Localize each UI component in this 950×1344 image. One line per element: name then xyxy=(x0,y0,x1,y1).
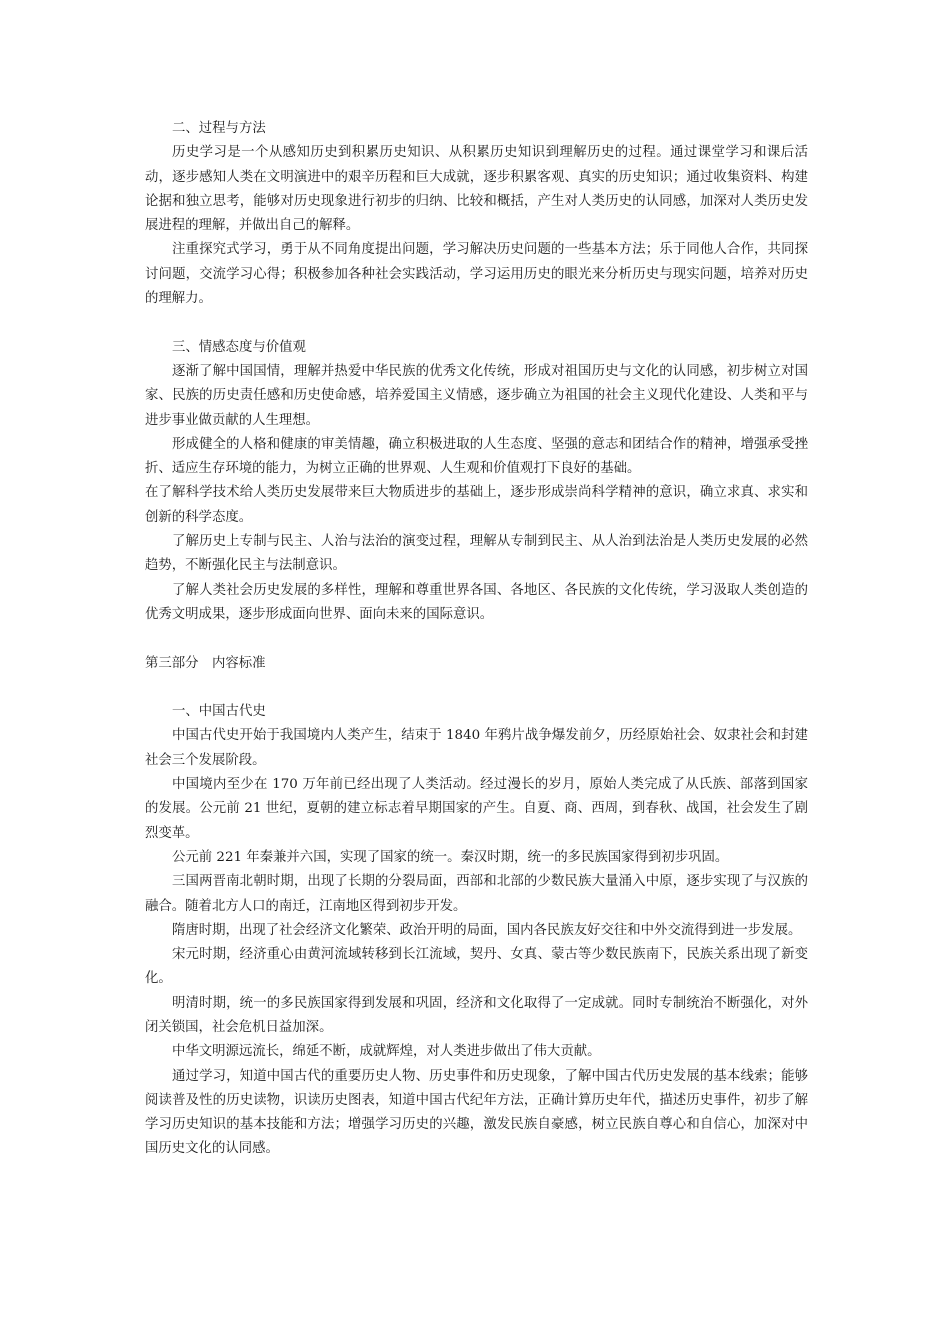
paragraph: 逐渐了解中国国情，理解并热爱中华民族的优秀文化传统，形成对祖国历史与文化的认同感，初步树立对国家、民族的历史责任感和历史使命感，培养爱国主义情感，逐步确立为祖国的社会主义现代化建设、人类和平与进步事业做贡献的人生理想。 xyxy=(145,363,808,428)
paragraph: 中国境内至少在 170 万年前已经出现了人类活动。经过漫长的岁月，原始人类完成了从氏族、部落到国家的发展。公元前 21 世纪，夏朝的建立标志着早期国家的产生。自夏、商、西周，到春秋、战国，社会发生了剧烈变革。 xyxy=(145,777,808,841)
paragraph: 公元前 221 年秦兼并六国，实现了国家的统一。秦汉时期，统一的多民族国家得到初步巩固。 xyxy=(172,849,729,865)
section-heading-process-method: 二、过程与方法 xyxy=(172,121,266,136)
paragraph: 三国两晋南北朝时期，出现了长期的分裂局面，西部和北部的少数民族大量涌入中原，逐步实现了与汉族的融合。随着北方人口的南迁，江南地区得到初步开发。 xyxy=(145,874,808,914)
paragraph: 隋唐时期，出现了社会经济文化繁荣、政治开明的局面，国内各民族友好交往和中外交流得到进一步发展。 xyxy=(172,922,802,938)
spacer xyxy=(145,311,808,335)
section-heading-ancient-china: 一、中国古代史 xyxy=(172,704,266,720)
paragraph: 历史学习是一个从感知历史到积累历史知识、从积累历史知识到理解历史的过程。通过课堂学习和课后活动，逐步感知人类在文明演进中的艰辛历程和巨大成就，逐步积累客观、真实的历史知识；通过收集资料、构建论据和独立思考，能够对历史现象进行初步的归纳、比较和概括，产生对人类历史的认同感，加深对人类历史发展进程的理解，并做出自己的解释。 xyxy=(145,145,808,234)
paragraph: 形成健全的人格和健康的审美情趣，确立积极进取的人生态度、坚强的意志和团结合作的精神，增强承受挫折、适应生存环境的能力，为树立正确的世界观、人生观和价值观打下良好的基础。 xyxy=(145,436,808,477)
spacer xyxy=(145,627,808,651)
section-heading-emotion-values: 三、情感态度与价值观 xyxy=(172,339,306,355)
paragraph: 通过学习，知道中国古代的重要历史人物、历史事件和历史现象，了解中国古代历史发展的基本线索；能够阅读普及性的历史读物，识读历史图表，知道中国古代纪年方法，正确计算历史年代，描述历史事件，初步了解学习历史知识的基本技能和方法；增强学习历史的兴趣，激发民族自豪感，树立民族自尊心和自信心，加深对中国历史文化的认同感。 xyxy=(145,1068,808,1157)
paragraph: 了解历史上专制与民主、人治与法治的演变过程，理解从专制到民主、从人治到法治是人类历史发展的必然趋势，不断强化民主与法制意识。 xyxy=(145,534,808,574)
paragraph: 注重探究式学习，勇于从不同角度提出问题，学习解决历史问题的一些基本方法；乐于同他人合作，共同探讨问题，交流学习心得；积极参加各种社会实践活动，学习运用历史的眼光来分析历史与现实问题，培养对历史的理解力。 xyxy=(145,242,808,307)
paragraph: 明清时期，统一的多民族国家得到发展和巩固，经济和文化取得了一定成就。同时专制统治不断强化，对外闭关锁国，社会危机日益加深。 xyxy=(145,995,808,1035)
paragraph: 在了解科学技术给人类历史发展带来巨大物质进步的基础上，逐步形成崇尚科学精神的意识，确立求真、求实和创新的科学态度。 xyxy=(145,485,808,525)
paragraph: 宋元时期，经济重心由黄河流域转移到长江流域，契丹、女真、蒙古等少数民族南下，民族关系出现了新变化。 xyxy=(145,947,808,987)
paragraph: 中华文明源远流长，绵延不断，成就辉煌，对人类进步做出了伟大贡献。 xyxy=(172,1044,601,1060)
spacer xyxy=(145,676,808,700)
document-page xyxy=(145,117,808,1162)
paragraph: 中国古代史开始于我国境内人类产生，结束于 1840 年鸦片战争爆发前夕，历经原始社会、奴隶社会和封建社会三个发展阶段。 xyxy=(145,728,808,768)
part-heading-content-standards: 第三部分 内容标准 xyxy=(145,655,266,671)
paragraph: 了解人类社会历史发展的多样性，理解和尊重世界各国、各地区、各民族的文化传统，学习汲取人类创造的优秀文明成果，逐步形成面向世界、面向未来的国际意识。 xyxy=(145,582,808,622)
